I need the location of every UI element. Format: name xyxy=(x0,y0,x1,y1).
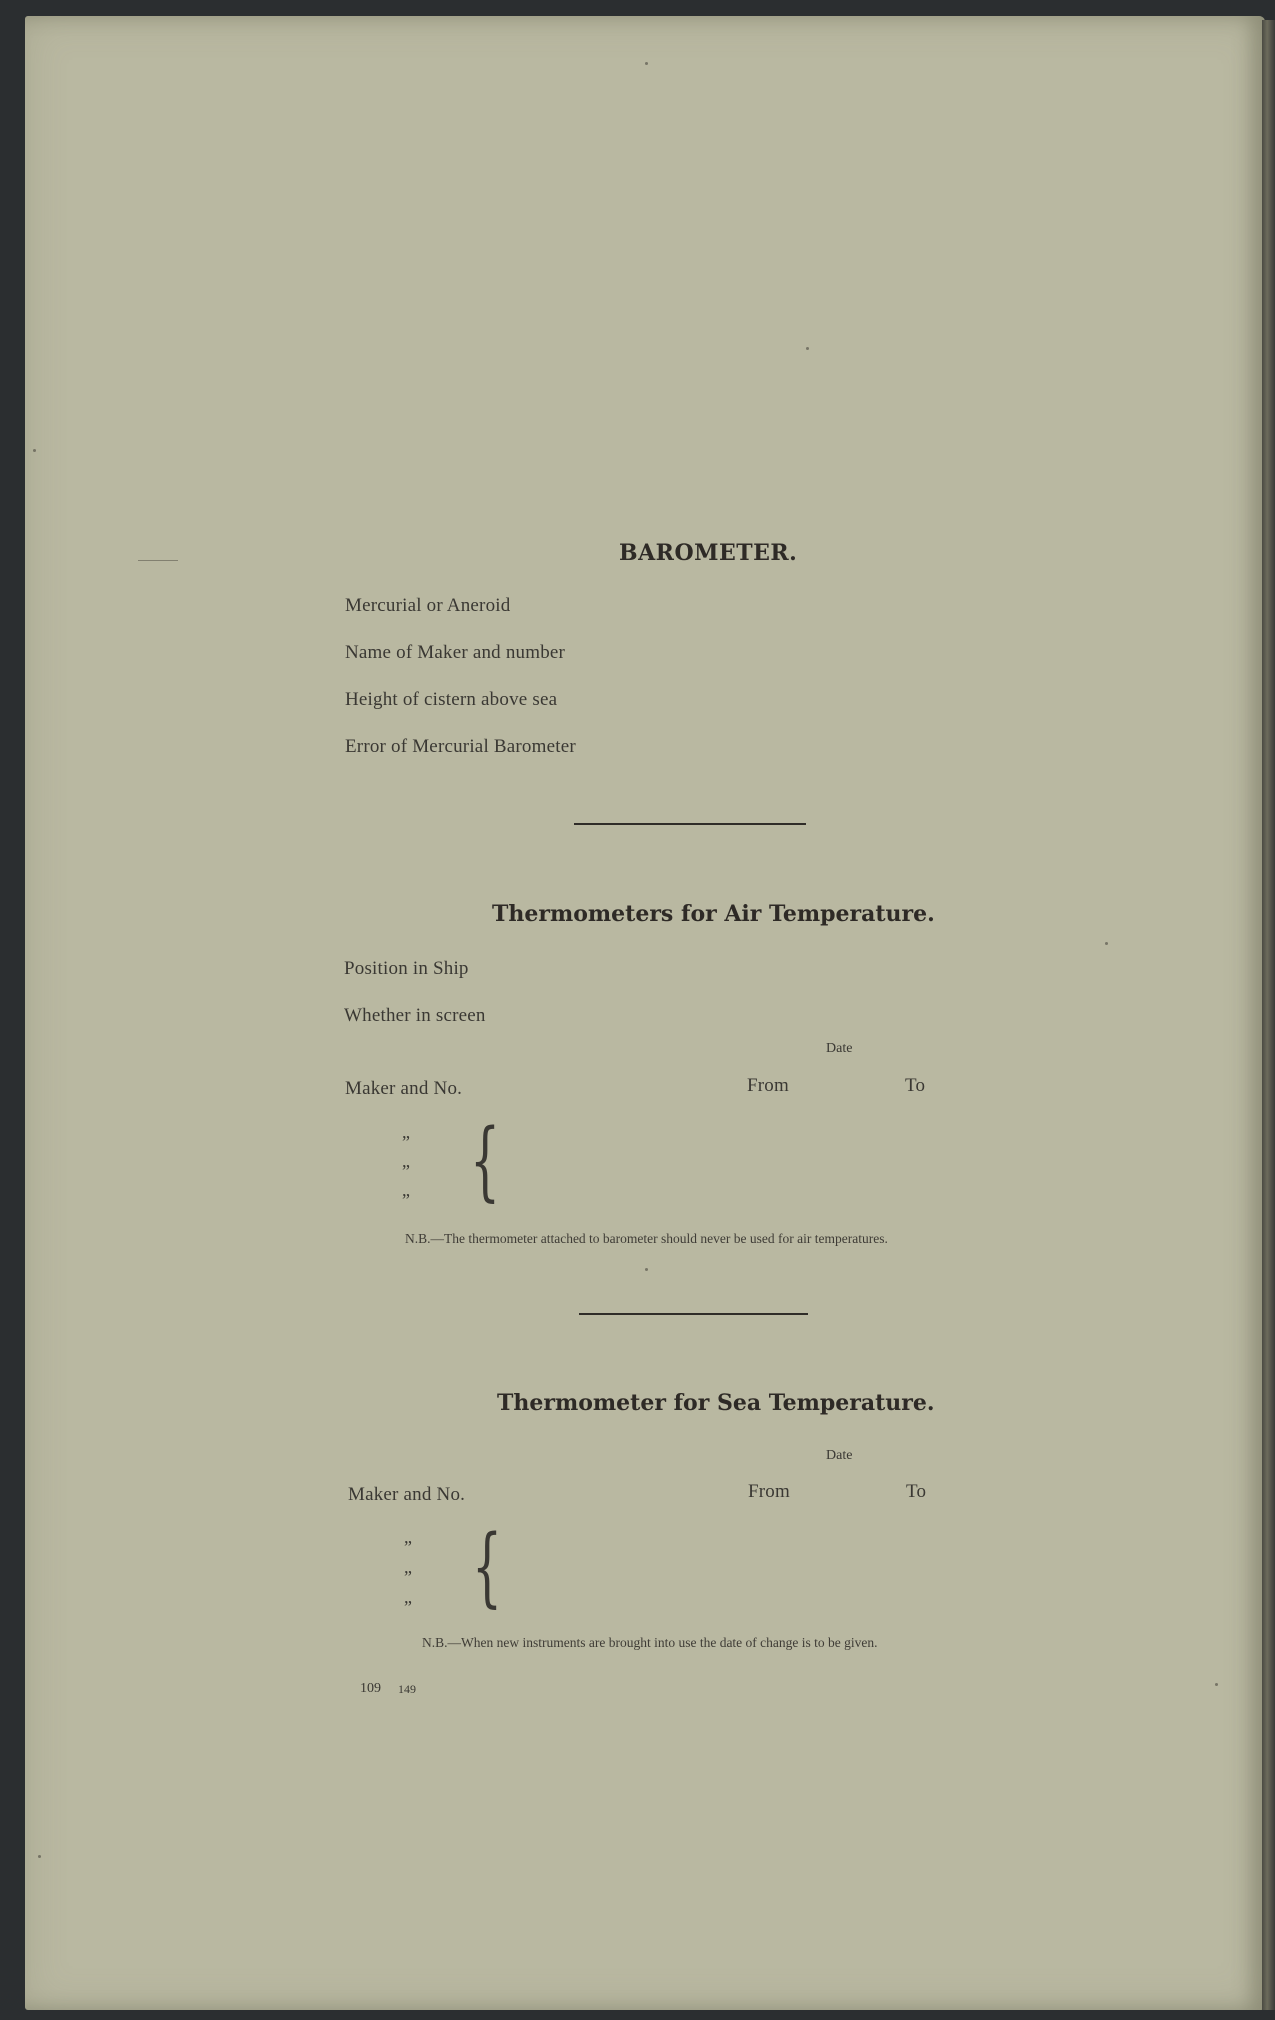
air-ditto-brace: { xyxy=(470,1111,501,1211)
print-code-number: 149 xyxy=(398,1682,416,1696)
field-position-in-ship: Position in Ship xyxy=(344,958,469,979)
sea-maker-label: Maker and No. xyxy=(348,1484,466,1505)
sea-date-label: Date xyxy=(826,1448,853,1463)
form-page xyxy=(25,16,1265,2010)
field-mercurial-error: Error of Mercurial Barometer xyxy=(345,736,576,757)
sea-ditto-mark: ” xyxy=(404,1597,412,1617)
field-mercurial-or-aneroid: Mercurial or Aneroid xyxy=(345,595,511,616)
sea-ditto-brace: { xyxy=(472,1517,503,1617)
section-divider xyxy=(579,1313,808,1315)
sea-from-label: From xyxy=(748,1481,790,1502)
air-nb-note: N.B.—The thermometer attached to barometer should never be used for air temperatures. xyxy=(405,1231,888,1246)
air-maker-label: Maker and No. xyxy=(345,1078,463,1099)
sea-nb-note: N.B.—When new instruments are brought into use the date of change is to be given. xyxy=(422,1635,878,1650)
field-maker-and-number: Name of Maker and number xyxy=(345,642,566,663)
section-divider xyxy=(574,823,806,825)
paper-speck xyxy=(33,449,36,452)
air-ditto-mark: ” xyxy=(402,1132,410,1152)
air-ditto-mark: ” xyxy=(402,1190,410,1210)
air-thermometers-title: Thermometers for Air Temperature. xyxy=(492,901,935,927)
air-to-label: To xyxy=(905,1075,926,1096)
paper-speck xyxy=(645,62,648,65)
paper-mark xyxy=(138,560,178,561)
field-cistern-height: Height of cistern above sea xyxy=(345,689,558,710)
barometer-title: BAROMETER. xyxy=(619,540,798,566)
air-from-label: From xyxy=(747,1075,789,1096)
print-code-number: 109 xyxy=(360,1681,381,1696)
sea-thermometer-title: Thermometer for Sea Temperature. xyxy=(497,1390,935,1416)
air-ditto-mark: ” xyxy=(402,1161,410,1181)
page-edge xyxy=(1262,20,1275,2010)
paper-speck xyxy=(1105,942,1108,945)
air-date-label: Date xyxy=(826,1041,853,1056)
paper-speck xyxy=(645,1268,648,1271)
sea-to-label: To xyxy=(906,1481,927,1502)
sea-ditto-mark: ” xyxy=(404,1537,412,1557)
paper-speck xyxy=(38,1855,41,1858)
sea-ditto-mark: ” xyxy=(404,1567,412,1587)
paper-speck xyxy=(1215,1683,1218,1686)
paper-speck xyxy=(806,347,809,350)
field-whether-in-screen: Whether in screen xyxy=(344,1005,486,1026)
